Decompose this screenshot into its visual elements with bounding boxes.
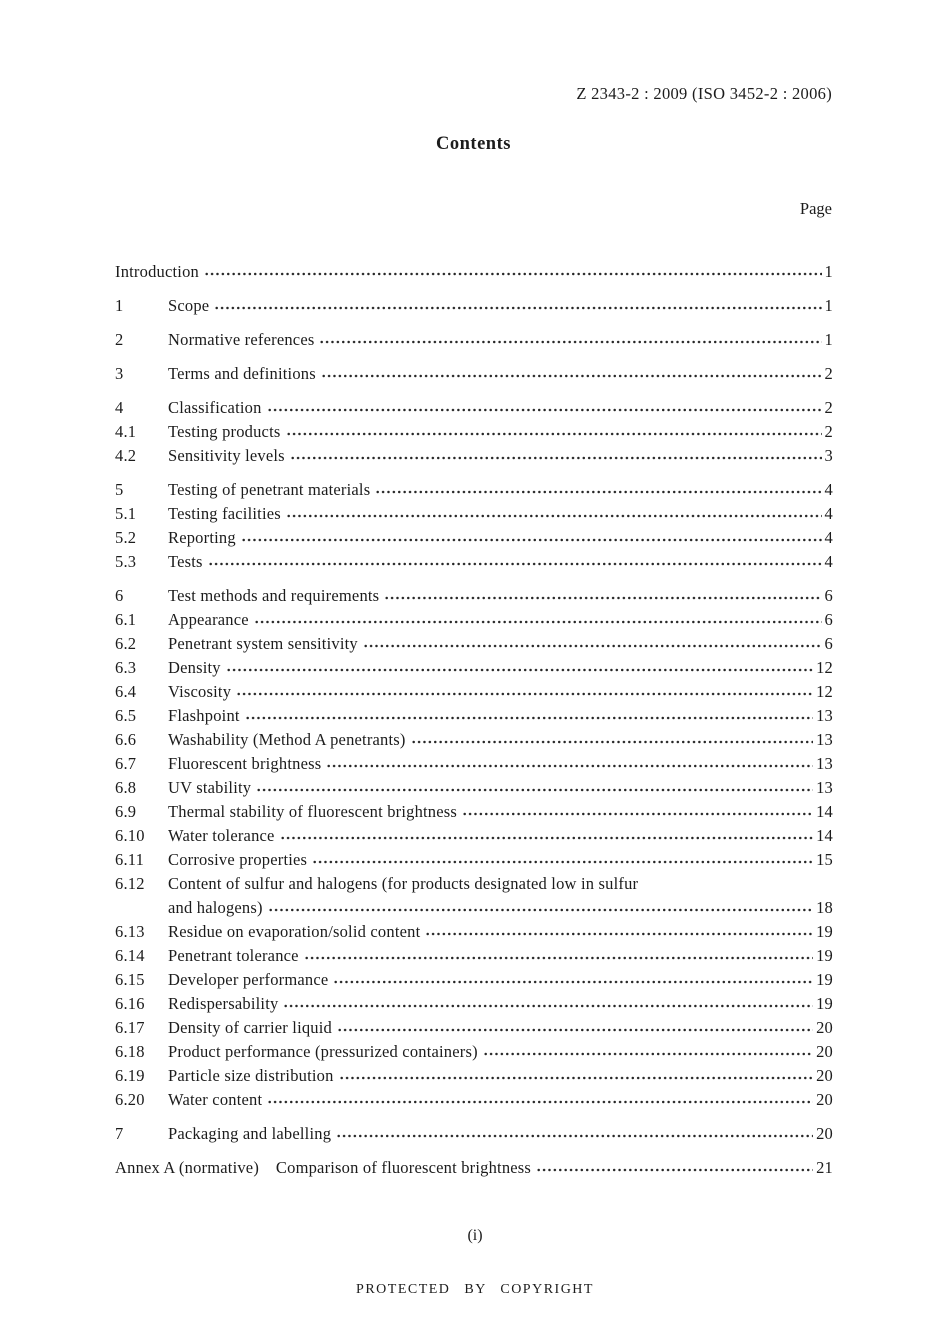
dot-leader (254, 608, 822, 632)
dot-leader (333, 968, 813, 992)
toc-entry-title: Introduction (115, 262, 199, 281)
toc-entry-number: 5 (115, 480, 124, 499)
toc-entry (115, 584, 833, 608)
toc-entry-page: 20 (816, 1042, 833, 1061)
toc-entry-page: 21 (816, 1158, 833, 1177)
dot-leader (267, 396, 822, 420)
toc-entry-continuation (115, 896, 833, 920)
toc-entry-page: 19 (816, 994, 833, 1013)
dot-leader (304, 944, 813, 968)
toc-entry-number: 6.4 (115, 682, 137, 701)
toc-entry (115, 608, 833, 632)
dot-leader (536, 1156, 813, 1180)
toc-entry (115, 550, 833, 574)
page-title: Contents (436, 134, 511, 154)
toc-entry-page: 1 (824, 296, 833, 315)
toc-entry (115, 294, 833, 318)
toc-entry-number: 6.19 (115, 1066, 145, 1085)
toc-entry-title: UV stability (168, 778, 252, 797)
toc-entry-title: Thermal stability of fluorescent brightness (168, 802, 458, 821)
toc-entry-number: 6.15 (115, 970, 145, 989)
toc-entry-page: 19 (816, 922, 833, 941)
dot-leader (204, 260, 822, 284)
toc-entry-number: 6.2 (115, 634, 137, 653)
toc-entry-title: Classification (168, 398, 262, 417)
toc-entry-title: Testing of penetrant materials (168, 480, 371, 499)
toc-entry-page: 12 (816, 682, 833, 701)
dot-leader (280, 824, 814, 848)
dot-leader (290, 444, 822, 468)
dot-leader (283, 992, 813, 1016)
dot-leader (339, 1064, 814, 1088)
toc-entry-number: 6.14 (115, 946, 145, 965)
toc-entry-page: 12 (816, 658, 833, 677)
toc-entry-number: 4 (115, 398, 124, 417)
toc-entry-page: 1 (824, 262, 833, 281)
toc-entry (115, 420, 833, 444)
toc-entry (115, 1040, 833, 1064)
toc-entry (115, 776, 833, 800)
toc-entry-title: Penetrant system sensitivity (168, 634, 358, 653)
toc-entry-number: 6.16 (115, 994, 145, 1013)
toc-entry-title: Fluorescent brightness (168, 754, 322, 773)
toc-entry-page: 13 (816, 778, 833, 797)
dot-leader (462, 800, 813, 824)
dot-leader (337, 1016, 813, 1040)
toc-entry-number: 6.9 (115, 802, 137, 821)
dot-leader (312, 848, 813, 872)
dot-leader (483, 1040, 813, 1064)
toc-entry (115, 944, 833, 968)
toc-entry (115, 1088, 833, 1112)
toc-entry-title: Water tolerance (168, 826, 275, 845)
toc-entry (115, 848, 833, 872)
toc-entry-number: 5.1 (115, 504, 137, 523)
toc-entry-page: 20 (816, 1124, 833, 1143)
toc-entry-number: 3 (115, 364, 124, 383)
toc-entry (115, 920, 833, 944)
toc-entry-page: 14 (816, 802, 833, 821)
toc-entry (115, 1122, 833, 1146)
toc-entry-number: 5.2 (115, 528, 137, 547)
toc-entry-title: Packaging and labelling (168, 1124, 332, 1143)
toc-entry-title: Penetrant tolerance (168, 946, 299, 965)
dot-leader (411, 728, 813, 752)
toc-entry (115, 1064, 833, 1088)
toc-entry-page: 19 (816, 970, 833, 989)
dot-leader (425, 920, 813, 944)
toc-entry-number: 4.2 (115, 446, 137, 465)
toc-entry-page: 3 (824, 446, 833, 465)
toc-entry-title: Testing facilities (168, 504, 281, 523)
toc-entry (115, 444, 833, 468)
toc-entry-page: 20 (816, 1018, 833, 1037)
toc-entry (115, 800, 833, 824)
toc-entry (115, 328, 833, 352)
toc-entry (115, 968, 833, 992)
toc-entry-number: 2 (115, 330, 124, 349)
toc-entry-number: 7 (115, 1124, 124, 1143)
toc-entry-page: 1 (824, 330, 833, 349)
toc-entry-title: Residue on evaporation/solid content (168, 922, 421, 941)
toc-entry-title: Redispersability (168, 994, 279, 1013)
dot-leader (375, 478, 821, 502)
toc-entry-page: 13 (816, 706, 833, 725)
dot-leader (267, 1088, 813, 1112)
toc-entry-title: Scope (168, 296, 210, 315)
toc-entry-title: Washability (Method A penetrants) (168, 730, 406, 749)
toc-entry-title: Density of carrier liquid (168, 1018, 332, 1037)
dot-leader (336, 1122, 813, 1146)
dot-leader (214, 294, 821, 318)
toc-entry-title: Content of sulfur and halogens (for products designated low in sulfur (168, 874, 639, 893)
toc-entry-title: Flashpoint (168, 706, 240, 725)
toc-entry-page: 6 (824, 586, 833, 605)
toc-entry-title: Appearance (168, 610, 249, 629)
toc-entry-number: 6.7 (115, 754, 137, 773)
dot-leader (241, 526, 822, 550)
toc-entry-number: 5.3 (115, 552, 137, 571)
toc-entry-title: Testing products (168, 422, 281, 441)
toc-entry-number: 6.3 (115, 658, 137, 677)
toc-entry (115, 1016, 833, 1040)
toc-entry-number: 6.10 (115, 826, 145, 845)
toc-entry-page: 18 (816, 898, 833, 917)
toc-entry (115, 502, 833, 526)
table-of-contents (115, 260, 833, 1180)
toc-entry-number: 1 (115, 296, 124, 315)
toc-entry (115, 872, 833, 896)
dot-leader (245, 704, 813, 728)
toc-entry-page: 6 (824, 634, 833, 653)
dot-leader (286, 420, 822, 444)
toc-entry (115, 992, 833, 1016)
toc-entry (115, 680, 833, 704)
toc-entry-title: Normative references (168, 330, 315, 349)
toc-entry (115, 824, 833, 848)
toc-entry-number: 6.8 (115, 778, 137, 797)
toc-entry-page: 20 (816, 1066, 833, 1085)
toc-entry (115, 396, 833, 420)
dot-leader (326, 752, 813, 776)
toc-entry-title: Tests (168, 552, 203, 571)
toc-entry-title-continuation: and halogens) (168, 898, 263, 917)
toc-entry-page: 4 (824, 504, 833, 523)
toc-entry-page: 13 (816, 754, 833, 773)
dot-leader (363, 632, 822, 656)
toc-entry-page: 13 (816, 730, 833, 749)
document-code: Z 2343-2 : 2009 (ISO 3452-2 : 2006) (576, 84, 832, 103)
toc-entry-page: 14 (816, 826, 833, 845)
toc-entry-title: Sensitivity levels (168, 446, 285, 465)
toc-entry-number: 6.20 (115, 1090, 145, 1109)
toc-entry-page: 20 (816, 1090, 833, 1109)
toc-entry (115, 478, 833, 502)
copyright-notice: PROTECTED BY COPYRIGHT (356, 1282, 594, 1297)
toc-entry (115, 728, 833, 752)
folio-page-number: (i) (467, 1227, 483, 1244)
toc-entry-number: 6.17 (115, 1018, 145, 1037)
toc-entry-title: Product performance (pressurized containers) (168, 1042, 478, 1061)
toc-entry-title: Annex A (normative) Comparison of fluorescent brightness (115, 1158, 532, 1177)
dot-leader (236, 680, 813, 704)
toc-entry-number: 6.13 (115, 922, 145, 941)
dot-leader (384, 584, 821, 608)
toc-entry-number: 4.1 (115, 422, 137, 441)
toc-entry-number: 6.5 (115, 706, 137, 725)
toc-entry-title: Particle size distribution (168, 1066, 334, 1085)
toc-entry-page: 15 (816, 850, 833, 869)
dot-leader (256, 776, 813, 800)
toc-entry (115, 752, 833, 776)
toc-entry-title: Test methods and requirements (168, 586, 380, 605)
toc-entry-title: Developer performance (168, 970, 329, 989)
toc-entry (115, 526, 833, 550)
dot-leader (226, 656, 813, 680)
toc-entry-title: Reporting (168, 528, 236, 547)
toc-entry-title: Terms and definitions (168, 364, 316, 383)
dot-leader (268, 896, 813, 920)
toc-entry-page: 4 (824, 528, 833, 547)
toc-entry (115, 704, 833, 728)
dot-leader (321, 362, 822, 386)
toc-entry-page: 4 (824, 480, 833, 499)
toc-entry-page: 2 (824, 398, 833, 417)
toc-entry-page: 6 (824, 610, 833, 629)
toc-entry-number: 6.1 (115, 610, 137, 629)
toc-entry-number: 6 (115, 586, 124, 605)
toc-entry-number: 6.18 (115, 1042, 145, 1061)
toc-entry (115, 1156, 833, 1180)
toc-entry (115, 362, 833, 386)
page-column-label: Page (799, 199, 832, 218)
toc-entry-number: 6.12 (115, 874, 145, 893)
toc-entry-page: 2 (824, 364, 833, 383)
dot-leader (319, 328, 821, 352)
toc-entry-title: Viscosity (168, 682, 232, 701)
toc-entry-number: 6.6 (115, 730, 137, 749)
toc-entry-number: 6.11 (115, 850, 145, 869)
toc-entry-title: Water content (168, 1090, 263, 1109)
dot-leader (286, 502, 822, 526)
dot-leader (208, 550, 822, 574)
toc-entry-title: Corrosive properties (168, 850, 308, 869)
toc-entry (115, 632, 833, 656)
toc-entry (115, 260, 833, 284)
toc-entry-title: Density (168, 658, 221, 677)
toc-entry-page: 2 (824, 422, 833, 441)
toc-entry (115, 656, 833, 680)
toc-entry-page: 19 (816, 946, 833, 965)
toc-entry-page: 4 (824, 552, 833, 571)
